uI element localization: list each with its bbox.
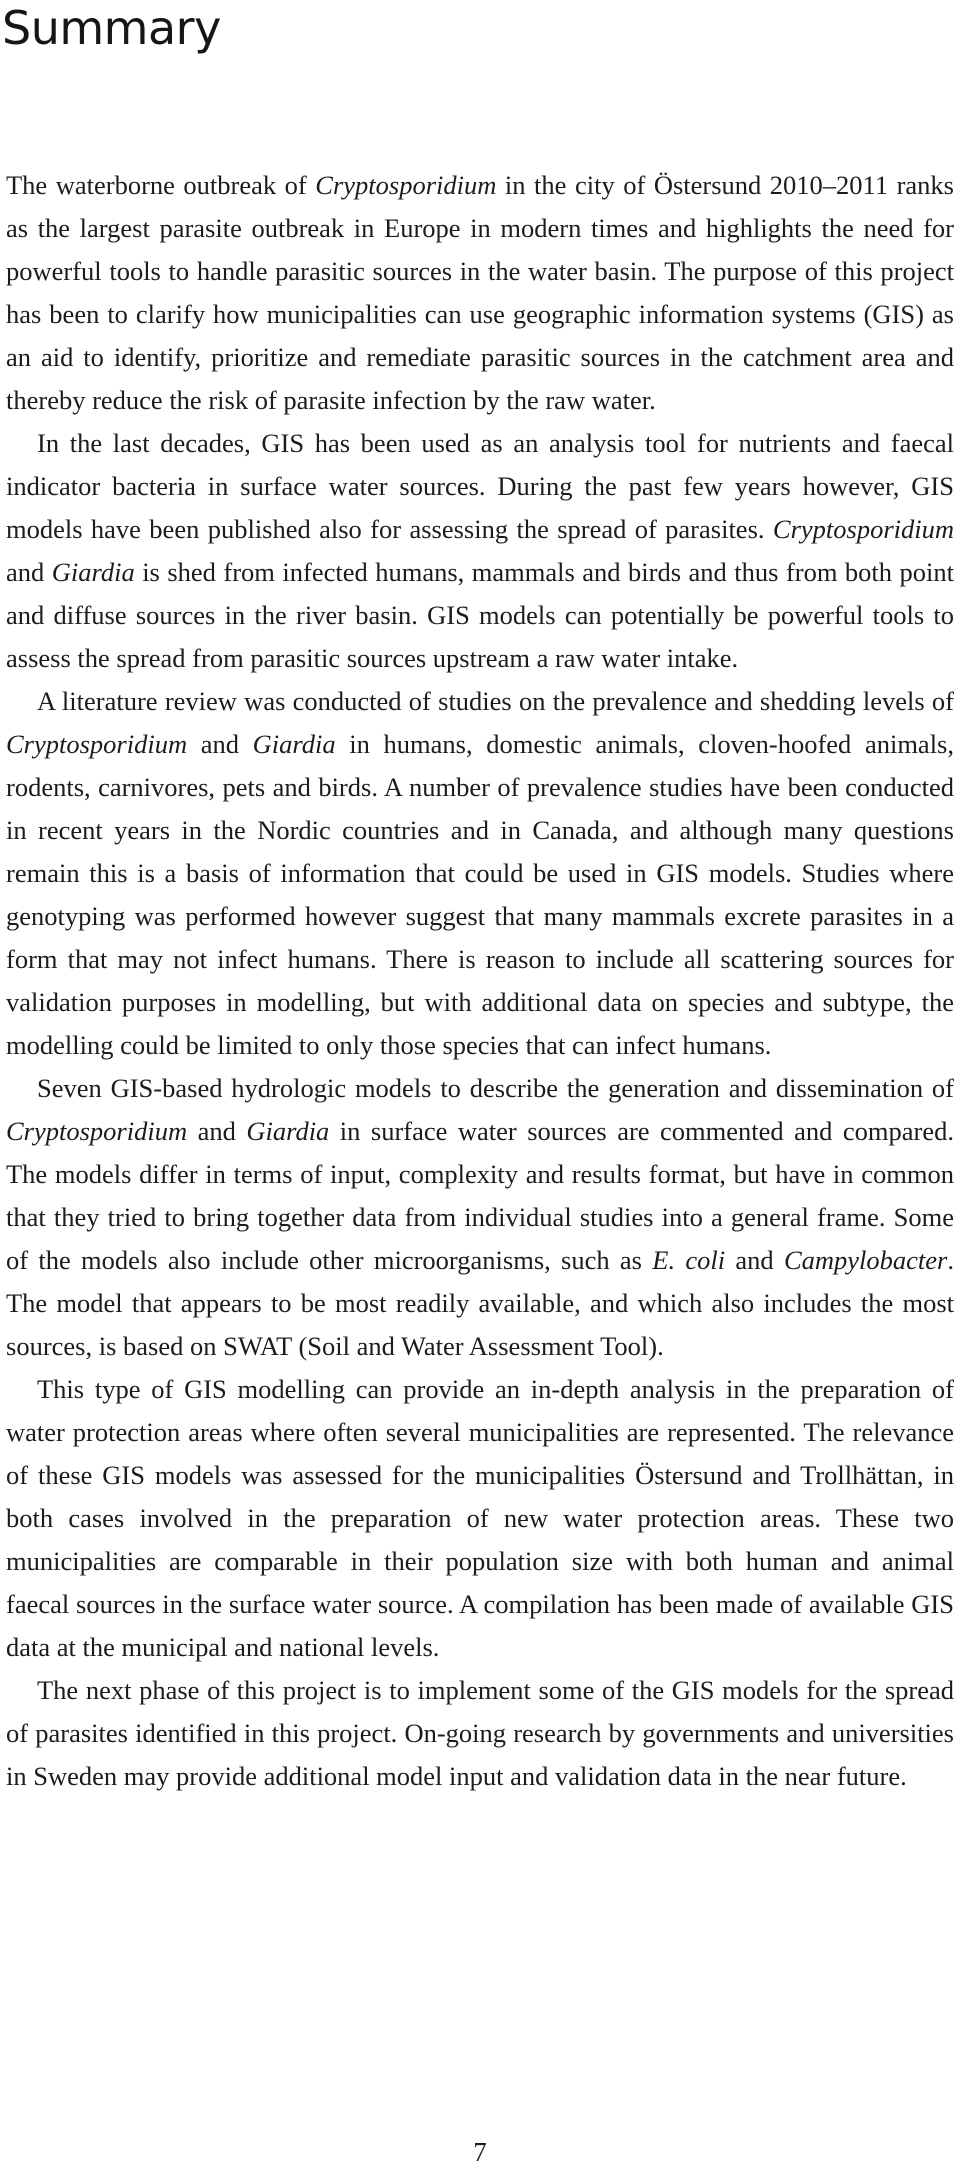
italic-term: Giardia bbox=[246, 1116, 330, 1146]
page-number: 7 bbox=[473, 2137, 487, 2167]
italic-term: Cryptosporidium bbox=[772, 514, 954, 544]
text-run: in humans, domestic animals, cloven-hoofed animals, rodents, carnivores, pets and birds. A number of prevalence studies have been conducted in recent years in the Nordic countries and in Canada, and although many questions remain this is a basis of information that could be used in GIS models. Studies where genotyping was performed however suggest that many mammals excrete parasites in a form that may not infect humans. There is reason to include all scattering sources for validation purposes in modelling, but with additional data on species and subtype, the modelling could be limited to only those species that can infect humans. bbox=[6, 729, 954, 1060]
paragraph bbox=[6, 164, 954, 422]
text-run: and bbox=[187, 729, 253, 759]
text-run: A literature review was conducted of studies on the prevalence and shedding levels of bbox=[37, 686, 954, 716]
summary-body bbox=[6, 164, 954, 1798]
text-run: . The model that appears to be most readily available, and which also includes the most sources, is based on SWAT (Soil and Water Assessment Tool). bbox=[6, 1245, 954, 1361]
paragraph bbox=[6, 422, 954, 680]
text-run: is shed from infected humans, mammals and birds and thus from both point and diffuse sources in the river basin. GIS models can potentially be powerful tools to assess the spread from parasitic sources upstream a raw water intake. bbox=[6, 557, 954, 673]
text-run: and bbox=[725, 1245, 784, 1275]
italic-term: Cryptosporidium bbox=[6, 1116, 188, 1146]
text-run: The next phase of this project is to implement some of the GIS models for the spread of parasites identified in this project. On-going research by governments and universities in Sweden may provide additional model input and validation data in the near future. bbox=[6, 1675, 954, 1791]
paragraph bbox=[6, 1368, 954, 1669]
italic-term: E. coli bbox=[652, 1245, 726, 1275]
italic-term: Cryptosporidium bbox=[315, 170, 497, 200]
text-run: This type of GIS modelling can provide an in-depth analysis in the preparation of water protection areas where often several municipalities are represented. The relevance of these GIS models was assessed for the municipalities Östersund and Trollhättan, in both cases involved in the preparation of new water protection areas. These two municipalities are comparable in their population size with both human and animal faecal sources in the surface water source. A compilation has been made of available GIS data at the municipal and national levels. bbox=[6, 1374, 954, 1662]
text-run: in surface water sources are commented and compared. The models differ in terms of input, complexity and results format, but have in common that they tried to bring together data from individual studies into a general frame. Some of the models also include other microorganisms, such as bbox=[6, 1116, 955, 1275]
text-run: and bbox=[187, 1116, 247, 1146]
paragraph bbox=[6, 1067, 954, 1368]
italic-term: Campylobacter bbox=[783, 1245, 948, 1275]
italic-term: Cryptosporidium bbox=[6, 729, 188, 759]
text-run: in the city of Östersund 2010–2011 ranks as the largest parasite outbreak in Europe in modern times and highlights the need for powerful tools to handle parasitic sources in the water basin. The purpose of this project has been to clarify how municipalities can use geographic information systems (GIS) as an aid to identify, prioritize and remediate parasitic sources in the catchment area and thereby reduce the risk of parasite infection by the raw water. bbox=[6, 170, 954, 415]
text-run: In the last decades, GIS has been used as an analysis tool for nutrients and faecal indicator bacteria in surface water sources. During the past few years however, GIS models have been published also for assessing the spread of parasites. bbox=[6, 428, 954, 544]
text-run: The waterborne outbreak of bbox=[6, 170, 316, 200]
italic-term: Giardia bbox=[51, 557, 135, 587]
text-run: and bbox=[6, 557, 52, 587]
page-title: Summary bbox=[2, 1, 221, 55]
paragraph bbox=[6, 680, 954, 1067]
italic-term: Giardia bbox=[252, 729, 336, 759]
text-run: Seven GIS-based hydrologic models to describe the generation and dissemination of bbox=[37, 1073, 954, 1103]
paragraph bbox=[6, 1669, 954, 1798]
